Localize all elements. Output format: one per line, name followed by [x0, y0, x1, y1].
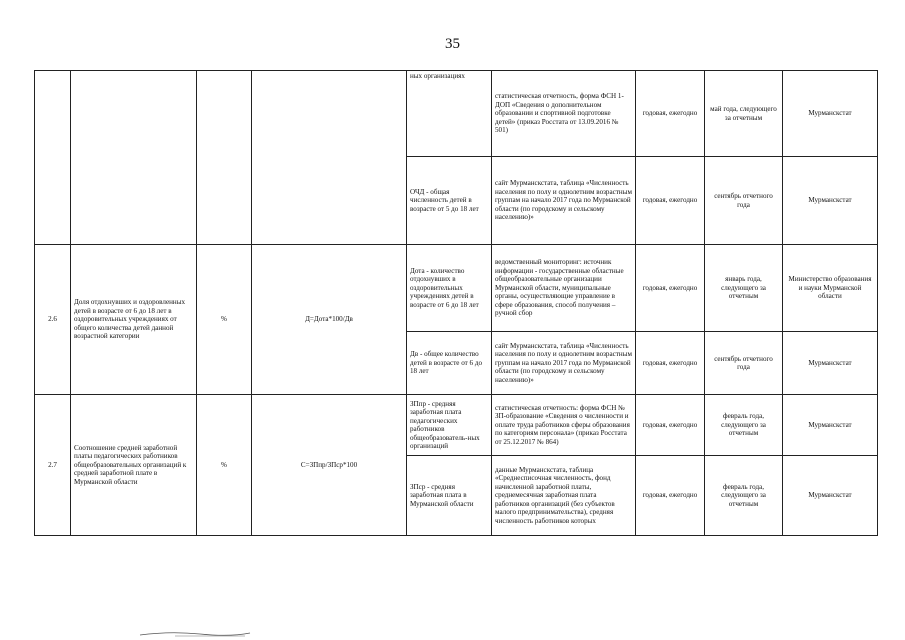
deadline-cell: сентябрь отчетного года [705, 157, 783, 245]
period-cell: годовая, ежегодно [636, 245, 705, 332]
row-number-cell [35, 71, 71, 245]
variable-cell: ных организациях [407, 71, 492, 157]
responsible-cell: Мурманскстат [783, 456, 878, 536]
period-cell: годовая, ежегодно [636, 71, 705, 157]
page-number: 35 [445, 36, 460, 52]
variable-cell: ОЧД - общая численность детей в возрасте от 5 до 18 лет [407, 157, 492, 245]
variable-cell: Дота - количество отдохнувших в оздоровительных учреждениях детей в возрасте от 6 до 18 лет [407, 245, 492, 332]
variable-cell: ЗПпр - средняя заработная плата педагогических работников общеобразователь-ных организаций [407, 395, 492, 456]
row-number-cell: 2.7 [35, 395, 71, 536]
responsible-cell: Мурманскстат [783, 332, 878, 395]
formula-cell [252, 71, 407, 245]
indicators-table [34, 70, 878, 536]
source-cell: ведомственный мониторинг: источник информации - государственные областные общеобразовательные организации Мурманской области, муниципальные органы, осуществляющие управление в сфере образования, способ получения – ручной сбор [492, 245, 636, 332]
source-cell: статистическая отчетность, форма ФСН 1-ДОП «Сведения о дополнительном образовании и спортивной подготовке детей» (приказ Росстата от 13.09.2016 № 501) [492, 71, 636, 157]
responsible-cell: Мурманскстат [783, 71, 878, 157]
deadline-cell: май года, следующего за отчетным [705, 71, 783, 157]
period-cell: годовая, ежегодно [636, 157, 705, 245]
table-row [35, 71, 878, 157]
indicator-cell: Доля отдохнувших и оздоровленных детей в возрасте от 6 до 18 лет в оздоровительных учреждениях от общего количества детей данной возрастной категории [71, 245, 197, 395]
indicator-cell [71, 71, 197, 245]
deadline-cell: сентябрь отчетного года [705, 332, 783, 395]
deadline-cell: февраль года, следующего за отчетным [705, 456, 783, 536]
formula-cell: Д=Дота*100/Дв [252, 245, 407, 395]
source-cell: статистическая отчетность: форма ФСН № ЗП-образование «Сведения о численности и оплате труда работников сферы образования по категориям персонала» (приказ Росстата от 25.12.2017 № 864) [492, 395, 636, 456]
source-cell: сайт Мурманскстата, таблица «Численность населения по полу и однолетним возрастным группам на начало 2017 года по Мурманской области (по городскому и сельскому населению)» [492, 157, 636, 245]
deadline-cell: февраль года, следующего за отчетным [705, 395, 783, 456]
indicator-cell: Соотношение средней заработной платы педагогических работников общеобразовательных организаций к средней заработной плате в Мурманской области [71, 395, 197, 536]
period-cell: годовая, ежегодно [636, 395, 705, 456]
formula-cell: С=ЗПпр/ЗПср*100 [252, 395, 407, 536]
unit-cell [197, 71, 252, 245]
period-cell: годовая, ежегодно [636, 332, 705, 395]
scan-artifact [0, 626, 905, 640]
period-cell: годовая, ежегодно [636, 456, 705, 536]
variable-cell: Дв - общее количество детей в возрасте от 6 до 18 лет [407, 332, 492, 395]
responsible-cell: Мурманскстат [783, 395, 878, 456]
table-row [35, 245, 878, 332]
deadline-cell: январь года, следующего за отчетным [705, 245, 783, 332]
responsible-cell: Мурманскстат [783, 157, 878, 245]
responsible-cell: Министерство образования и науки Мурманской области [783, 245, 878, 332]
source-cell: сайт Мурманскстата, таблица «Численность населения по полу и однолетним возрастным группам на начало 2017 года по Мурманской области (по городскому и сельскому населению)» [492, 332, 636, 395]
unit-cell: % [197, 395, 252, 536]
source-cell: данные Мурманскстата, таблица «Среднесписочная численность, фонд начисленной заработной платы, среднемесячная заработная плата работников организаций (без субъектов малого предпринимательства), средняя численность работников которых [492, 456, 636, 536]
variable-cell: ЗПср - средняя заработная плата в Мурманской области [407, 456, 492, 536]
table-row [35, 395, 878, 456]
unit-cell: % [197, 245, 252, 395]
row-number-cell: 2.6 [35, 245, 71, 395]
